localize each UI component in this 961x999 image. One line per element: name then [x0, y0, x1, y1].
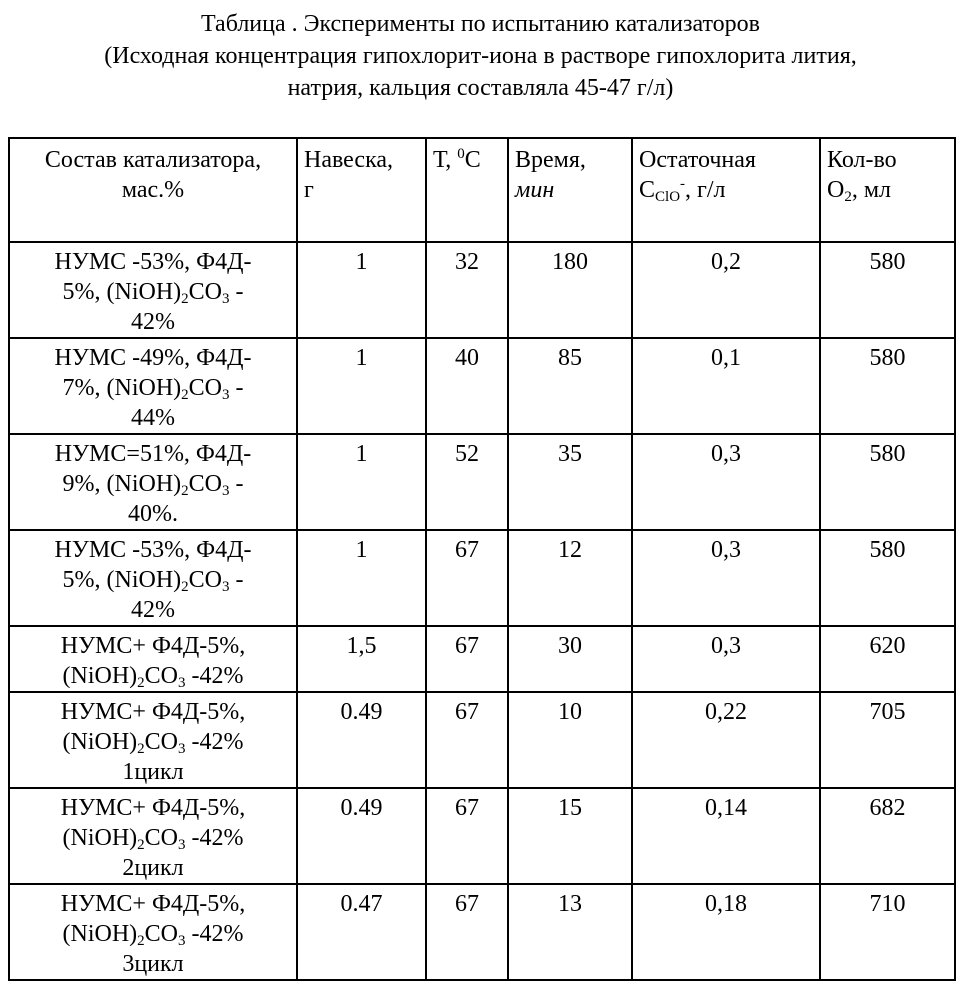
composition-line2a: (NiOH)	[62, 921, 138, 947]
header-oxygen-unit: , мл	[851, 177, 892, 203]
composition-line2c: CO	[188, 567, 222, 593]
composition-line3: 1цикл	[122, 759, 184, 785]
cell-time: 15	[508, 788, 632, 884]
cell-composition	[9, 692, 297, 788]
composition-sub-a: 2	[181, 483, 189, 499]
header-residual-sub: ClO	[655, 189, 681, 205]
cell-residual: 0,22	[632, 692, 820, 788]
cell-residual: 0,14	[632, 788, 820, 884]
cell-mass: 1	[297, 338, 426, 434]
header-mass-line2: г	[304, 177, 314, 203]
cell-composition	[9, 788, 297, 884]
cell-time: 12	[508, 530, 632, 626]
composition-sub-b: 3	[221, 291, 230, 307]
header-mass	[297, 138, 426, 242]
header-residual-line1: Остаточная	[639, 147, 756, 173]
composition-line2c: CO	[188, 279, 222, 305]
header-time-line2: мин	[515, 177, 555, 203]
cell-time: 13	[508, 884, 632, 980]
table-row	[9, 884, 955, 980]
cell-oxygen: 682	[820, 788, 955, 884]
composition-line3: 44%	[131, 405, 175, 431]
header-temp-prefix: Т,	[433, 147, 458, 173]
cell-mass: 1,5	[297, 626, 426, 692]
composition-line2e: -	[229, 567, 244, 593]
composition-line2c: CO	[144, 663, 178, 689]
cell-mass: 1	[297, 242, 426, 338]
cell-oxygen: 580	[820, 434, 955, 530]
composition-line1: НУМС+ Ф4Д-5%,	[60, 795, 246, 821]
caption-line-3: натрия, кальция составляла 45-47 г/л)	[287, 75, 674, 101]
header-oxygen-sub: 2	[844, 189, 852, 205]
composition-line1: НУМС -53%, Ф4Д-	[54, 249, 252, 275]
cell-composition	[9, 242, 297, 338]
table-caption	[0, 8, 961, 104]
cell-temperature: 67	[426, 626, 508, 692]
cell-mass: 1	[297, 434, 426, 530]
header-composition-line2: мас.%	[121, 177, 185, 203]
cell-oxygen: 580	[820, 530, 955, 626]
composition-sub-b: 3	[178, 933, 186, 949]
table-row	[9, 626, 955, 692]
cell-mass: 0.47	[297, 884, 426, 980]
composition-line2a: (NiOH)	[62, 825, 138, 851]
cell-temperature: 32	[426, 242, 508, 338]
composition-line2a: (NiOH)	[62, 663, 138, 689]
cell-temperature: 52	[426, 434, 508, 530]
header-row	[9, 138, 955, 242]
composition-line1: НУМС=51%, Ф4Д-	[54, 441, 252, 467]
composition-line2a: 7%, (NiOH)	[62, 375, 182, 401]
composition-line1: НУМС+ Ф4Д-5%,	[60, 891, 246, 917]
composition-sub-a: 2	[137, 675, 145, 691]
composition-sub-a: 2	[137, 837, 145, 853]
caption-line-2: (Исходная концентрация гипохлорит-иона в растворе гипохлорита лития,	[104, 43, 857, 69]
composition-sub-b: 3	[221, 483, 230, 499]
composition-line2c: CO	[188, 471, 222, 497]
cell-time: 35	[508, 434, 632, 530]
cell-residual: 0,3	[632, 530, 820, 626]
composition-line1: НУМС -49%, Ф4Д-	[54, 345, 252, 371]
composition-line2c: CO	[188, 375, 222, 401]
header-oxygen-line1: Кол-во	[827, 147, 897, 173]
composition-line3: 40%.	[128, 501, 178, 527]
cell-mass: 0.49	[297, 788, 426, 884]
composition-line2a: (NiOH)	[62, 729, 138, 755]
cell-residual: 0,3	[632, 434, 820, 530]
table-row	[9, 434, 955, 530]
composition-line2e: -	[229, 279, 244, 305]
cell-temperature: 67	[426, 884, 508, 980]
cell-residual: 0,2	[632, 242, 820, 338]
table-row	[9, 338, 955, 434]
composition-line3: 3цикл	[122, 951, 184, 977]
header-oxygen-o: O	[827, 177, 845, 203]
table-row	[9, 788, 955, 884]
composition-sub-b: 3	[221, 387, 230, 403]
header-residual-c: С	[639, 177, 656, 203]
composition-line2a: 5%, (NiOH)	[62, 279, 182, 305]
cell-residual: 0,1	[632, 338, 820, 434]
caption-line-1: Таблица . Эксперименты по испытанию катализаторов	[200, 11, 760, 37]
cell-temperature: 67	[426, 530, 508, 626]
composition-sub-b: 3	[178, 837, 186, 853]
composition-line1: НУМС+ Ф4Д-5%,	[60, 699, 246, 725]
cell-residual: 0,3	[632, 626, 820, 692]
header-residual-sup: -	[680, 176, 686, 192]
cell-composition	[9, 530, 297, 626]
cell-time: 10	[508, 692, 632, 788]
cell-time: 30	[508, 626, 632, 692]
composition-line2e: -42%	[185, 825, 244, 851]
composition-line3: 42%	[131, 309, 175, 335]
table-row	[9, 692, 955, 788]
composition-sub-a: 2	[137, 933, 145, 949]
composition-line2c: CO	[144, 729, 178, 755]
composition-sub-b: 3	[178, 675, 186, 691]
header-temperature	[426, 138, 508, 242]
cell-composition	[9, 626, 297, 692]
cell-oxygen: 580	[820, 242, 955, 338]
composition-sub-a: 2	[181, 387, 189, 403]
table-row	[9, 530, 955, 626]
cell-mass: 1	[297, 530, 426, 626]
header-mass-line1: Навеска,	[304, 147, 394, 173]
composition-line3: 2цикл	[122, 855, 184, 881]
composition-sub-b: 3	[221, 579, 230, 595]
composition-sub-b: 3	[178, 741, 186, 757]
header-composition	[9, 138, 297, 242]
cell-composition	[9, 884, 297, 980]
composition-line2e: -42%	[185, 729, 244, 755]
composition-line2c: CO	[144, 921, 178, 947]
header-time-line1: Время,	[515, 147, 586, 173]
cell-oxygen: 620	[820, 626, 955, 692]
header-residual-unit: , г/л	[685, 177, 726, 203]
composition-line2e: -	[229, 375, 244, 401]
composition-line2a: 5%, (NiOH)	[62, 567, 182, 593]
composition-sub-a: 2	[181, 291, 189, 307]
catalyst-table	[8, 137, 956, 981]
composition-sub-a: 2	[137, 741, 145, 757]
header-oxygen	[820, 138, 955, 242]
composition-line2e: -42%	[185, 663, 244, 689]
header-residual	[632, 138, 820, 242]
cell-mass: 0.49	[297, 692, 426, 788]
cell-time: 180	[508, 242, 632, 338]
cell-temperature: 40	[426, 338, 508, 434]
header-time	[508, 138, 632, 242]
composition-line2e: -42%	[185, 921, 244, 947]
cell-oxygen: 710	[820, 884, 955, 980]
cell-composition	[9, 338, 297, 434]
cell-oxygen: 580	[820, 338, 955, 434]
header-temp-degree: 0	[457, 146, 465, 162]
composition-line2c: CO	[144, 825, 178, 851]
header-temp-unit: С	[464, 147, 481, 173]
cell-oxygen: 705	[820, 692, 955, 788]
table-row	[9, 242, 955, 338]
cell-temperature: 67	[426, 692, 508, 788]
cell-residual: 0,18	[632, 884, 820, 980]
composition-line2e: -	[229, 471, 244, 497]
cell-time: 85	[508, 338, 632, 434]
header-composition-line1: Состав катализатора,	[44, 147, 262, 173]
composition-line3: 42%	[131, 597, 175, 623]
composition-line1: НУМС+ Ф4Д-5%,	[60, 633, 246, 659]
cell-composition	[9, 434, 297, 530]
composition-line1: НУМС -53%, Ф4Д-	[54, 537, 252, 563]
cell-temperature: 67	[426, 788, 508, 884]
composition-line2a: 9%, (NiOH)	[62, 471, 182, 497]
composition-sub-a: 2	[181, 579, 189, 595]
